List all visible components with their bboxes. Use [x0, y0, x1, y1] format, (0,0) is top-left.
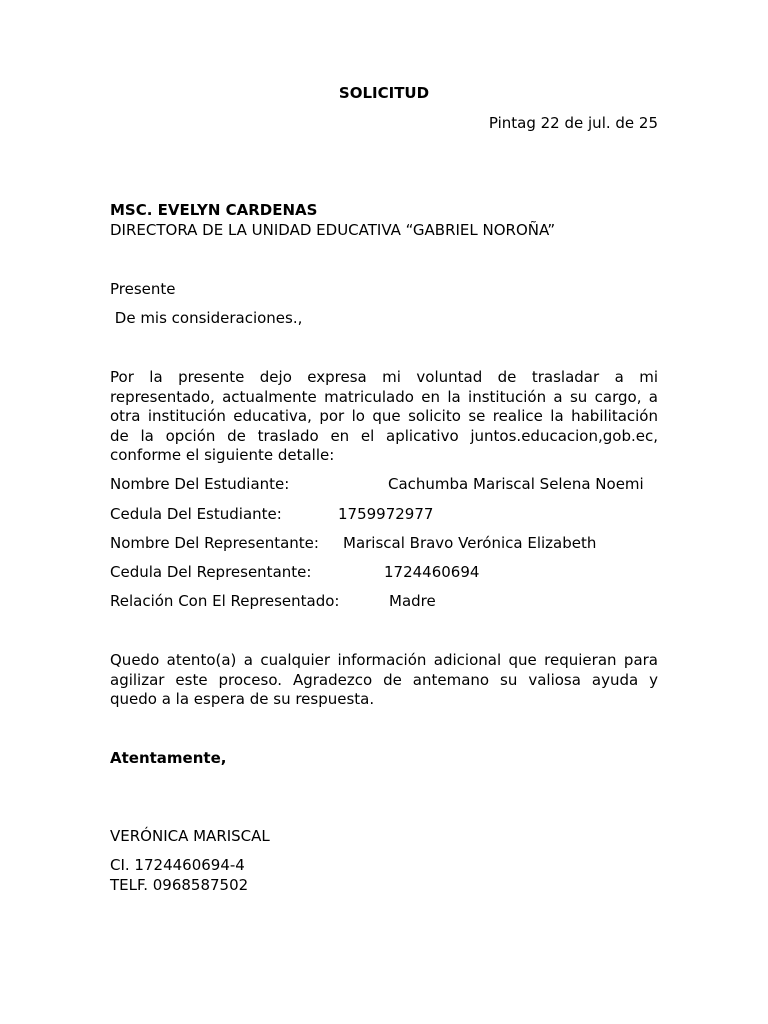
- body-line: representado, actualmente matriculado en la institución a su cargo, a: [110, 387, 658, 406]
- field-label-student-id: Cedula Del Estudiante:: [110, 505, 282, 523]
- field-value-representative-id: 1724460694: [384, 563, 480, 581]
- greeting-text: De mis consideraciones.,: [110, 309, 303, 327]
- body-line: de la opción de traslado en el aplicativo juntos.educacion,gob.ec,: [110, 426, 658, 445]
- closing-paragraph: [110, 651, 658, 710]
- recipient-name: MSC. EVELYN CARDENAS: [110, 201, 318, 219]
- body-line: otra institución educativa, por lo que solicito se realice la habilitación: [110, 407, 658, 425]
- field-label-student-name: Nombre Del Estudiante:: [110, 475, 290, 493]
- body-line: conforme el siguiente detalle:: [110, 446, 335, 464]
- field-value-representative-name: Mariscal Bravo Verónica Elizabeth: [343, 534, 597, 552]
- signer-ci: CI. 1724460694-4: [110, 856, 245, 874]
- closing-line: agilizar este proceso. Agradezco de antemano su valiosa ayuda y: [110, 670, 658, 689]
- field-label-relationship: Relación Con El Representado:: [110, 592, 340, 610]
- document-date: Pintag 22 de jul. de 25: [488, 114, 658, 132]
- recipient-role: DIRECTORA DE LA UNIDAD EDUCATIVA “GABRIEL NOROÑA”: [110, 221, 556, 239]
- closing-line: Quedo atento(a) a cualquier información adicional que requieran para: [110, 651, 658, 669]
- body-paragraph: [110, 368, 658, 466]
- field-value-student-name: Cachumba Mariscal Selena Noemi: [388, 475, 644, 493]
- signer-phone: TELF. 0968587502: [110, 876, 249, 894]
- field-label-representative-id: Cedula Del Representante:: [110, 563, 312, 581]
- document-title: SOLICITUD: [338, 84, 430, 102]
- field-value-student-id: 1759972977: [338, 505, 434, 523]
- presente-text: Presente: [110, 280, 176, 298]
- signer-name: VERÓNICA MARISCAL: [110, 827, 270, 845]
- field-value-relationship: Madre: [389, 592, 436, 610]
- body-line: Por la presente dejo expresa mi voluntad de trasladar a mi: [110, 368, 658, 386]
- closing-line: quedo a la espera de su respuesta.: [110, 690, 375, 708]
- signoff-text: Atentamente,: [110, 749, 227, 767]
- field-label-representative-name: Nombre Del Representante:: [110, 534, 319, 552]
